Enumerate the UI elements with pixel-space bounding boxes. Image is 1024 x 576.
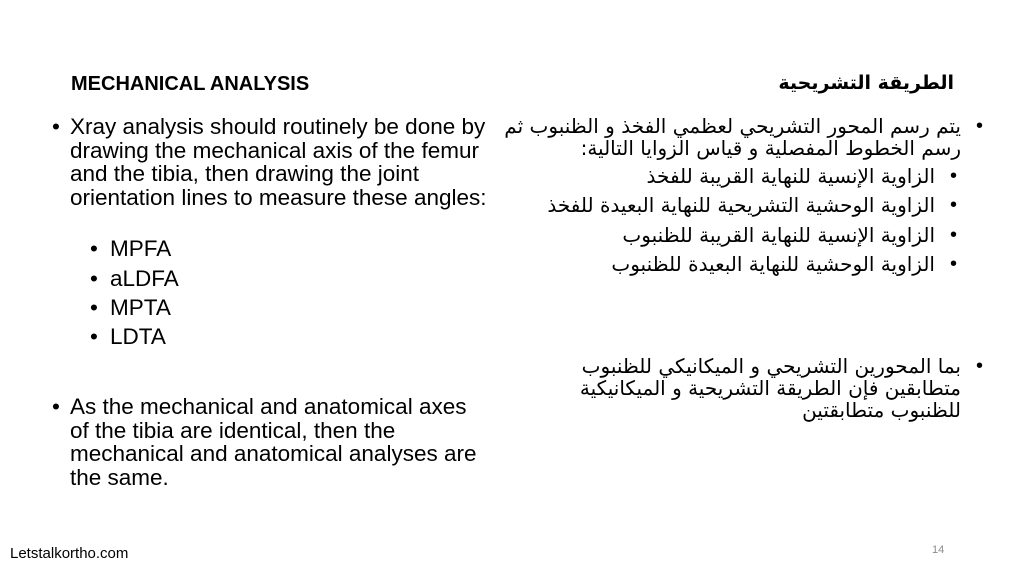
bullet-dot: • bbox=[949, 165, 957, 187]
arabic-title: الطريقة التشريحية bbox=[778, 72, 954, 94]
page-number: 14 bbox=[932, 544, 945, 556]
arabic-angle-item-3 bbox=[495, 223, 957, 247]
bullet-dot: • bbox=[949, 194, 957, 216]
arabic-bullet-drawing bbox=[491, 114, 983, 160]
arabic-bullet-text: يتم رسم المحور التشريحي لعظمي الفخذ و الظنبوب ثم رسم الخطوط المفصلية و قياس الزوايا التالية: bbox=[504, 114, 961, 160]
angle-item-ldta bbox=[90, 324, 166, 349]
english-bullet-text: Xray analysis should routinely be done by drawing the mechanical axis of the femur and the tibia, then drawing the joint orientation lines to measure these angles: bbox=[70, 114, 487, 210]
angle-label: LDTA bbox=[110, 324, 166, 349]
angle-label: MPFA bbox=[110, 236, 172, 261]
arabic-angle-label: الزاوية الإنسية للنهاية القريبة للظنبوب bbox=[622, 223, 935, 247]
bullet-dot: • bbox=[949, 253, 957, 275]
english-bullet-tibia bbox=[52, 394, 490, 490]
english-title: MECHANICAL ANALYSIS bbox=[71, 73, 310, 95]
angle-label: MPTA bbox=[110, 295, 171, 320]
website-footer: Letstalkortho.com bbox=[10, 545, 129, 562]
arabic-angle-label: الزاوية الوحشية التشريحية للنهاية البعيدة للفخذ bbox=[547, 193, 935, 217]
arabic-angle-label: الزاوية الوحشية للنهاية البعيدة للظنبوب bbox=[611, 252, 935, 276]
arabic-angle-item-1 bbox=[495, 164, 957, 188]
angle-item-mpfa bbox=[90, 236, 172, 261]
english-bullet-xray bbox=[52, 114, 490, 210]
english-bullet-text: As the mechanical and anatomical axes of the tibia are identical, then the mechanical and anatomical analyses are the same. bbox=[70, 394, 477, 490]
bullet-dot: • bbox=[90, 295, 98, 320]
arabic-bullet-text: بما المحورين التشريحي و الميكانيكي للظنبوب متطابقين فإن الطريقة التشريحية و الميكانيكية للظنبوب متطابقتين bbox=[579, 354, 961, 422]
arabic-angle-item-4 bbox=[495, 252, 957, 276]
arabic-angle-item-2 bbox=[495, 193, 957, 217]
angle-item-mpta bbox=[90, 295, 171, 320]
bullet-dot: • bbox=[52, 394, 60, 419]
angle-item-aldfa bbox=[90, 266, 179, 291]
bullet-dot: • bbox=[90, 266, 98, 291]
angle-label: aLDFA bbox=[110, 266, 179, 291]
bullet-dot: • bbox=[90, 236, 98, 261]
bullet-dot: • bbox=[949, 224, 957, 246]
bullet-dot: • bbox=[975, 115, 983, 137]
bullet-dot: • bbox=[90, 324, 98, 349]
arabic-bullet-tibia bbox=[541, 354, 983, 422]
bullet-dot: • bbox=[52, 114, 60, 139]
arabic-angle-label: الزاوية الإنسية للنهاية القريبة للفخذ bbox=[646, 164, 935, 188]
bullet-dot: • bbox=[975, 355, 983, 377]
